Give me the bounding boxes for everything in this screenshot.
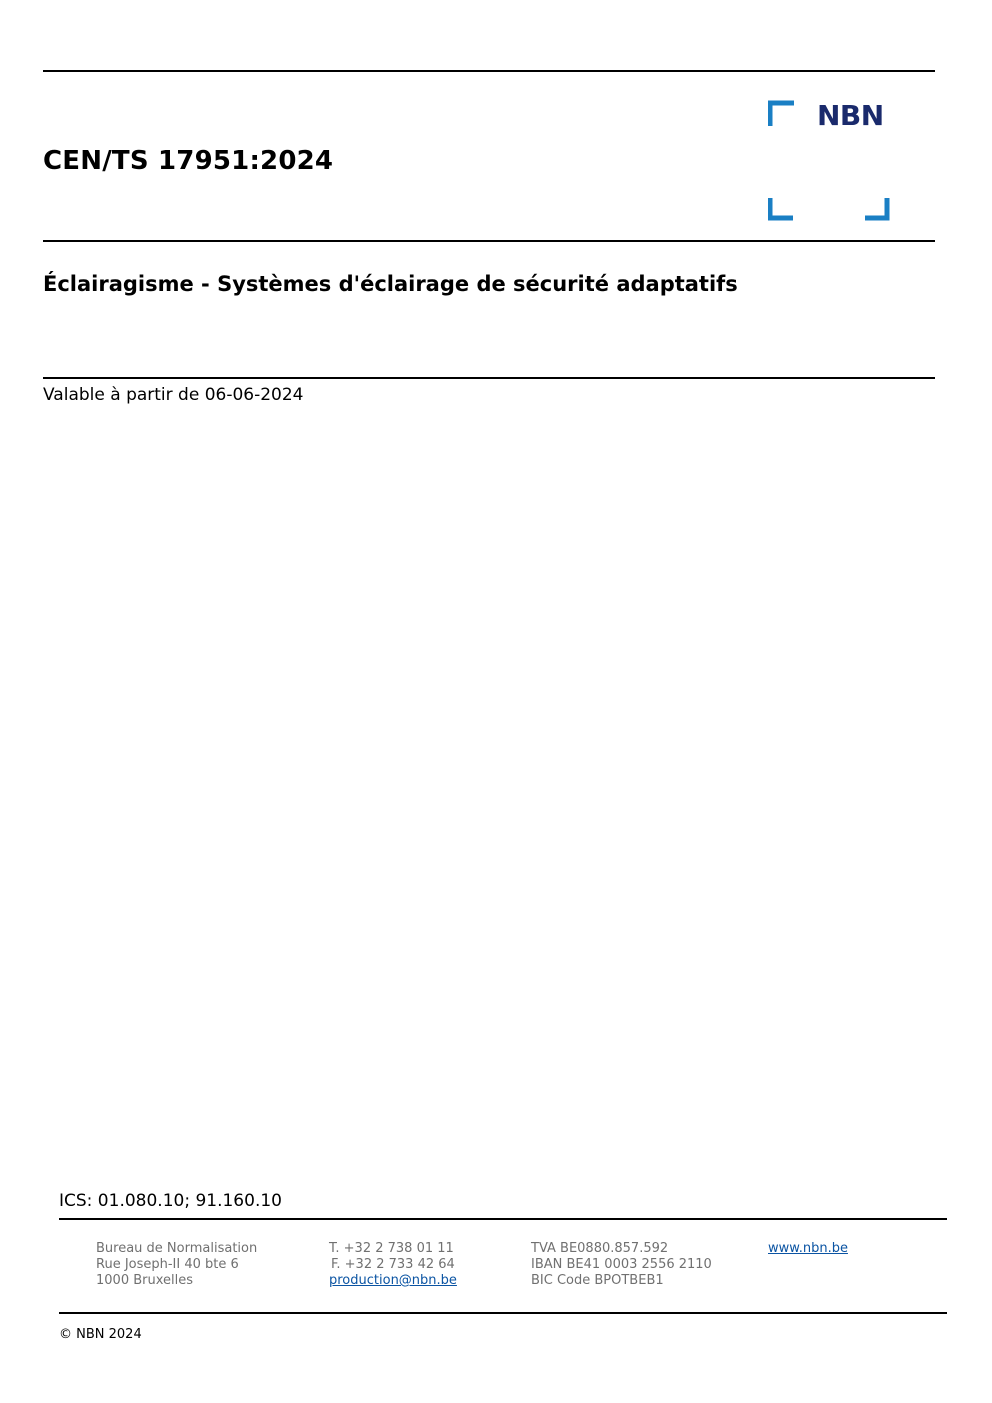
vat-number: TVA BE0880.857.592 xyxy=(531,1241,669,1256)
website-link[interactable]: www.nbn.be xyxy=(768,1241,848,1256)
footer-website xyxy=(768,1241,848,1257)
header-divider xyxy=(43,240,935,242)
footer-bottom-divider xyxy=(59,1312,947,1314)
copyright-notice: © NBN 2024 xyxy=(59,1327,142,1342)
fax-number: F. +32 2 733 42 64 xyxy=(331,1257,455,1272)
bic-code: BIC Code BPOTBEB1 xyxy=(531,1273,664,1288)
top-divider xyxy=(43,70,935,72)
address-line-3: 1000 Bruxelles xyxy=(96,1273,194,1288)
logo-text: NBN xyxy=(817,100,884,132)
email-link[interactable]: production@nbn.be xyxy=(329,1273,457,1288)
footer-finance xyxy=(531,1241,712,1289)
document-id: CEN/TS 17951:2024 xyxy=(43,146,334,176)
address-line-2: Rue Joseph-II 40 bte 6 xyxy=(96,1257,239,1272)
logo-corner-bottom-left xyxy=(770,198,793,218)
ics-codes: ICS: 01.080.10; 91.160.10 xyxy=(59,1191,282,1211)
valid-from-date: Valable à partir de 06-06-2024 xyxy=(43,385,304,405)
address-line-1: Bureau de Normalisation xyxy=(96,1241,258,1256)
iban-number: IBAN BE41 0003 2556 2110 xyxy=(531,1257,712,1272)
title-divider xyxy=(43,377,935,379)
footer-top-divider xyxy=(59,1218,947,1220)
footer-contact xyxy=(329,1241,457,1289)
footer-address xyxy=(96,1241,257,1289)
logo-corner-bottom-right xyxy=(865,198,887,218)
logo-corner-top-left xyxy=(770,103,794,126)
phone-number: T. +32 2 738 01 11 xyxy=(329,1241,454,1256)
document-title: Éclairagisme - Systèmes d'éclairage de sécurité adaptatifs xyxy=(43,272,738,296)
nbn-logo xyxy=(768,100,892,224)
